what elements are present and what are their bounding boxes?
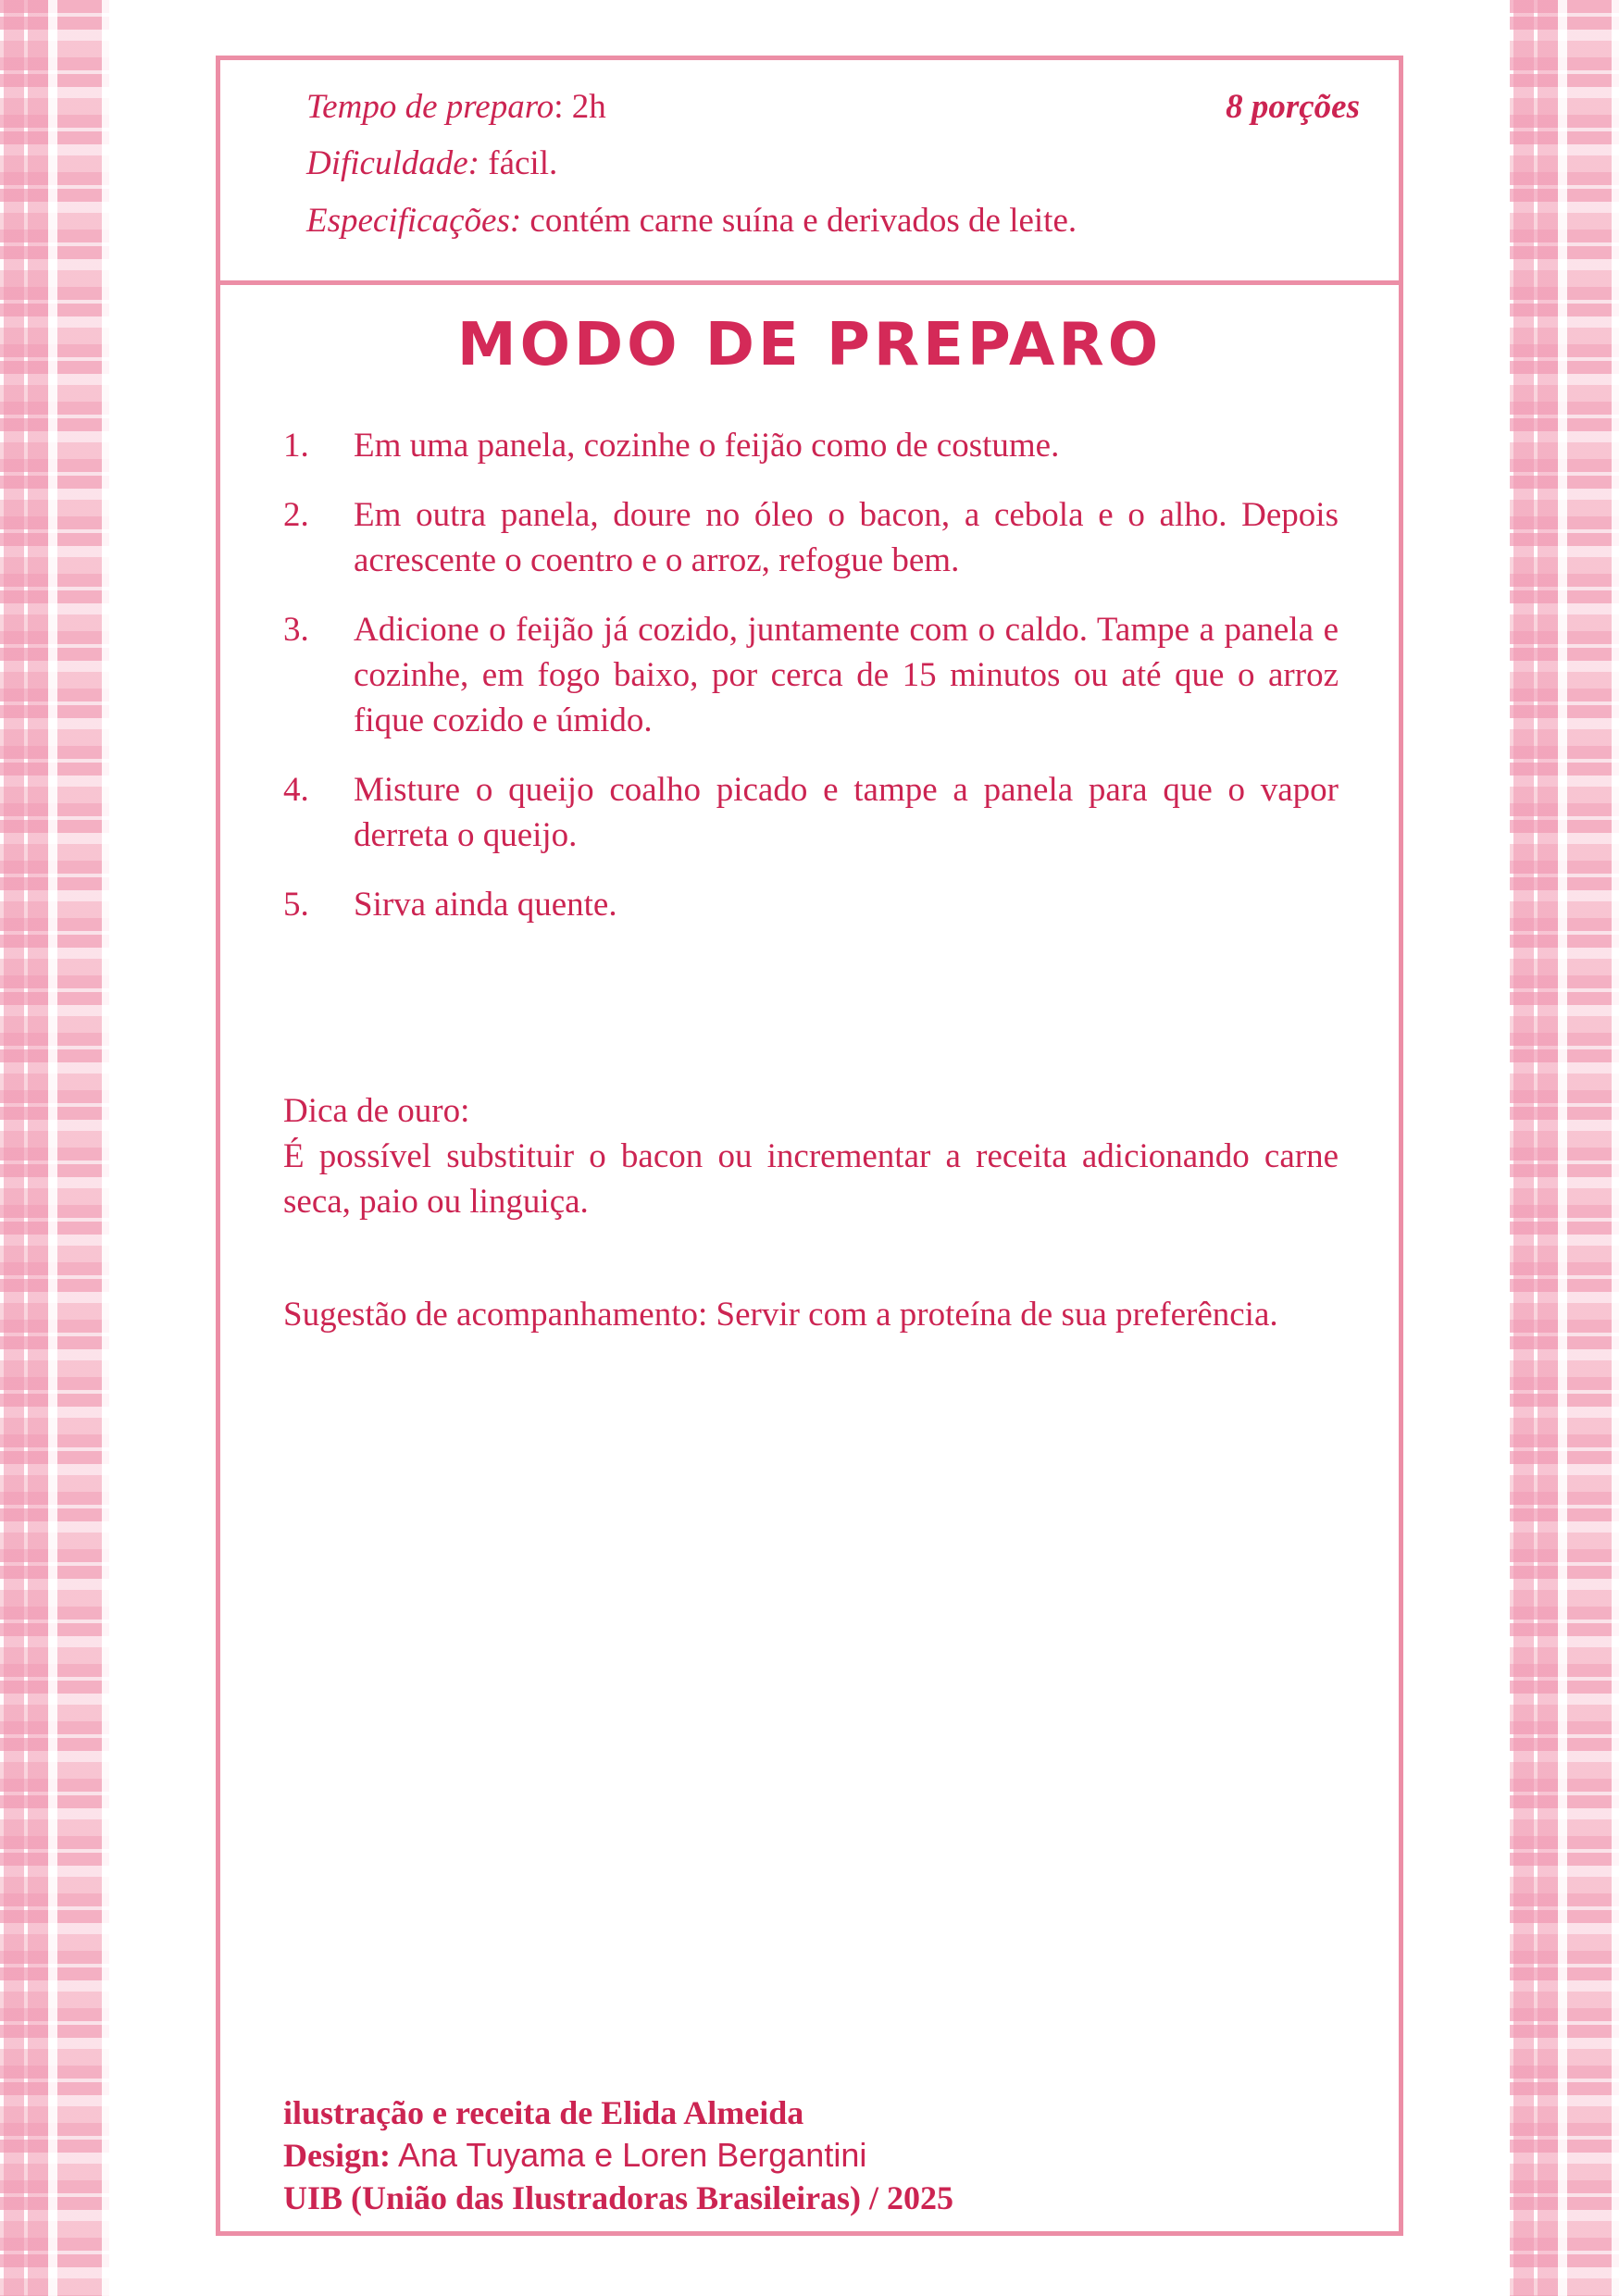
golden-tip [283,1088,1339,1224]
difficulty-label: Dificuldade: [306,144,480,182]
portions: 8 porções [1226,88,1360,126]
step-text: Sirva ainda quente. [354,886,617,924]
section-title: MODO DE PREPARO [456,311,1163,379]
credits [283,2091,1339,2219]
golden-tip-label: Dica de ouro: [283,1092,470,1130]
credits-design [283,2134,1339,2177]
step-number: 5. [283,886,309,924]
credits-author: ilustração e receita de Elida Almeida [283,2094,804,2131]
serving-suggestion: Sugestão de acompanhamento: Servir com a proteína de sua preferência. [283,1296,1278,1334]
step-number: 3. [283,611,309,649]
step-text: Em outra panela, doure no óleo o bacon, a cebola e o alho. Depois acrescente o coentro e o arroz, refogue bem. [354,496,1339,579]
credits-organization: UIB (União das Ilustradoras Brasileiras) / 2025 [283,2179,954,2216]
plaid-border-right [1510,0,1619,2296]
recipe-info-header [220,60,1399,285]
recipe-card [216,56,1403,2236]
step-number: 4. [283,771,309,809]
plaid-border-left [0,0,109,2296]
difficulty [306,143,557,184]
step-item [283,607,1339,743]
steps-list [283,423,1339,951]
step-text: Adicione o feijão já cozido, juntamente com o caldo. Tampe a panela e cozinhe, em fogo baixo, por cerca de 15 minutos ou até que o arroz fique cozido e úmido. [354,611,1339,739]
step-item [283,423,1339,468]
prep-time-value: : 2h [554,88,606,126]
prep-time [306,87,606,128]
step-number: 1. [283,427,309,465]
credits-design-names: Ana Tuyama e Loren Bergantini [391,2136,867,2174]
specifications-value: contém carne suína e derivados de leite. [521,202,1077,240]
credits-design-label: Design: [283,2137,391,2174]
step-text: Misture o queijo coalho picado e tampe a panela para que o vapor derreta o queijo. [354,771,1339,854]
golden-tip-text: É possível substituir o bacon ou incrementar a receita adicionando carne seca, paio ou linguiça. [283,1137,1339,1221]
step-item [283,767,1339,858]
step-text: Em uma panela, cozinhe o feijão como de costume. [354,427,1060,465]
specifications [306,201,1077,242]
step-item [283,882,1339,927]
prep-time-label: Tempo de preparo [306,88,554,126]
difficulty-value: fácil. [479,144,558,182]
step-item [283,492,1339,583]
step-number: 2. [283,496,309,534]
specifications-label: Especificações: [306,202,522,240]
